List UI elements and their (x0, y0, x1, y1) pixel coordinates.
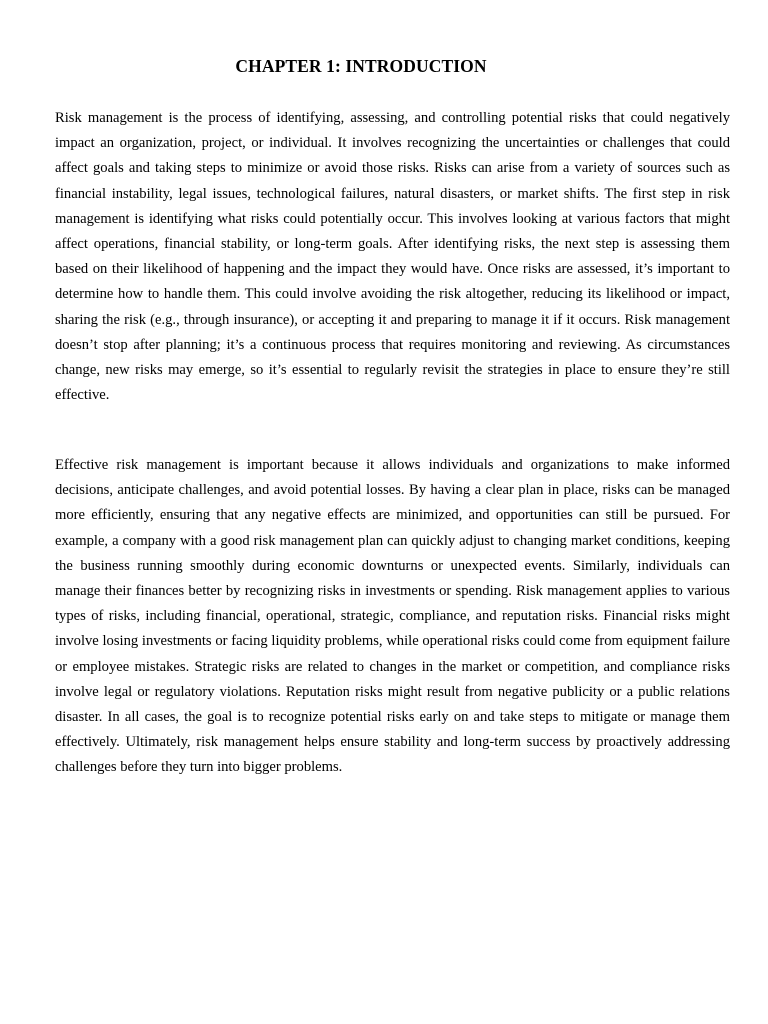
chapter-title: CHAPTER 1: INTRODUCTION (235, 56, 487, 76)
body-paragraph-2: Effective risk management is important because it allows individuals and organizations to make informed decisions, anticipate challenges, and avoid potential losses. By having a clear plan in place, risks can be managed more efficiently, ensuring that any negative effects are minimized, and opportunities can still be pursued. For example, a company with a good risk management plan can quickly adjust to changing market conditions, keeping the business running smoothly during economic downturns or unexpected events. Similarly, individuals can manage their finances better by recognizing risks in investments or spending. Risk management applies to various types of risks, including financial, operational, strategic, compliance, and reputation risks. Financial risks might involve losing investments or facing liquidity problems, while operational risks could come from equipment failure or employee mistakes. Strategic risks are related to changes in the market or competition, and compliance risks involve legal or regulatory violations. Reputation risks might result from negative publicity or a public relations disaster. In all cases, the goal is to recognize potential risks early on and take steps to mitigate or manage them effectively. Ultimately, risk management helps ensure stability and long-term success by proactively addressing challenges before they turn into bigger problems. (55, 457, 730, 776)
body-paragraph-1: Risk management is the process of identifying, assessing, and controlling potential risks that could negatively impact an organization, project, or individual. It involves recognizing the uncertainties or challenges that could affect goals and taking steps to minimize or avoid those risks. Risks can arise from a variety of sources such as financial instability, legal issues, technological failures, natural disasters, or market shifts. The first step in risk management is identifying what risks could potentially occur. This involves looking at various factors that might affect operations, financial stability, or long-term goals. After identifying risks, the next step is assessing them based on their likelihood of happening and the impact they would have. Once risks are assessed, it’s important to determine how to handle them. This could involve avoiding the risk altogether, reducing its likelihood or impact, sharing the risk (e.g., through insurance), or accepting it and preparing to manage it if it occurs. Risk management doesn’t stop after planning; it’s a continuous process that requires monitoring and reviewing. As circumstances change, new risks may emerge, so it’s essential to regularly revisit the strategies in place to ensure they’re still effective. (55, 110, 730, 404)
